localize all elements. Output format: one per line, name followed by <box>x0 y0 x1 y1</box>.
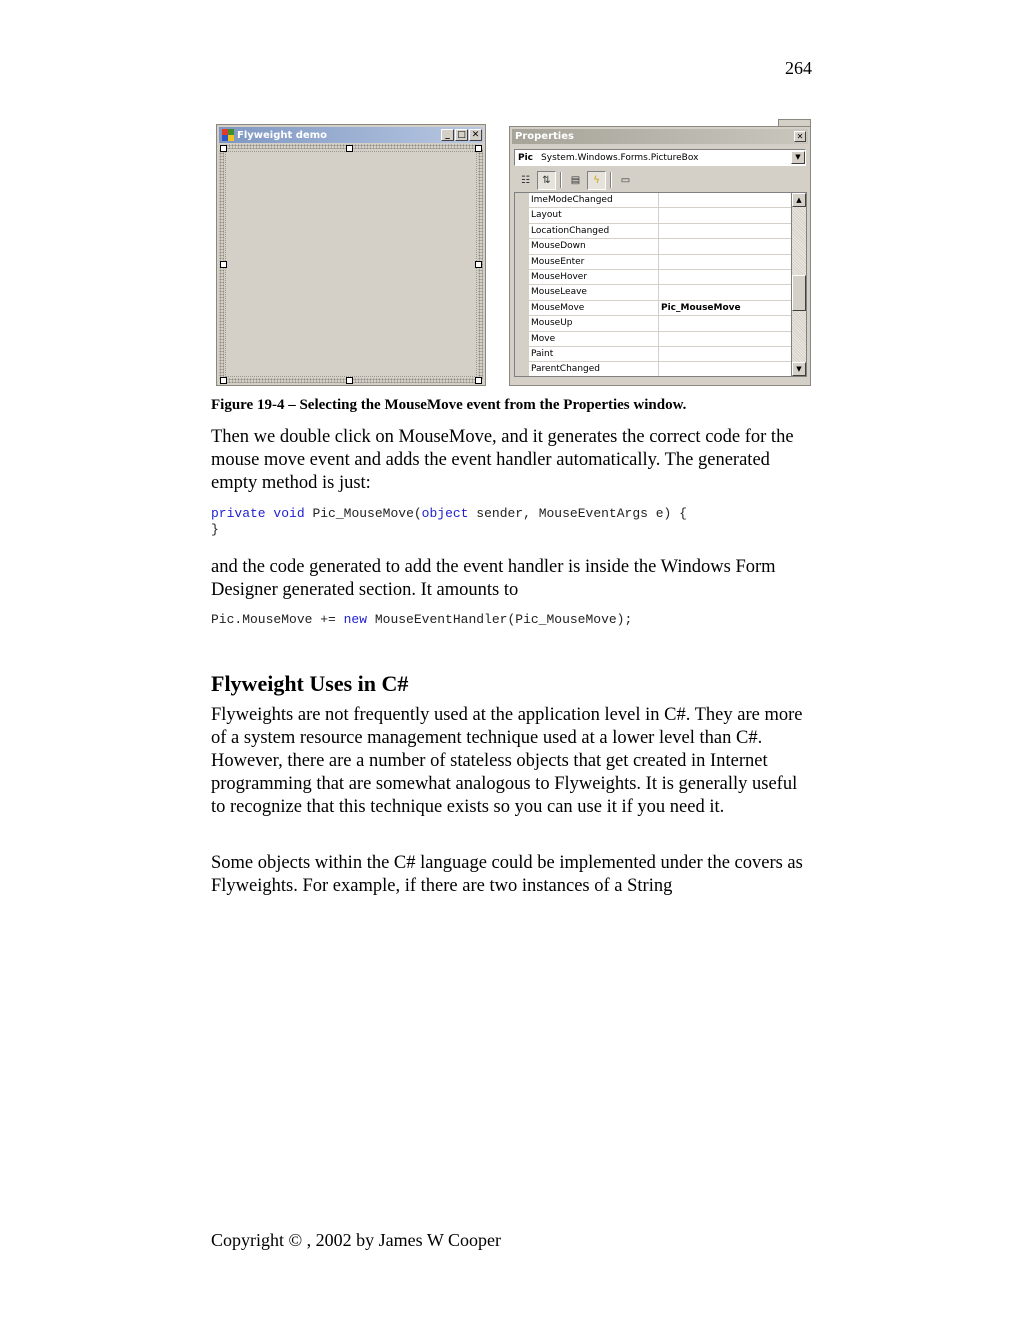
event-row[interactable] <box>515 301 791 316</box>
event-row[interactable] <box>515 208 791 223</box>
object-name: Pic <box>518 152 534 163</box>
event-name: MouseLeave <box>529 285 659 300</box>
hidden-tab-edge <box>778 119 811 126</box>
section-heading: Flyweight Uses in C# <box>211 671 409 696</box>
scroll-up-icon[interactable]: ▲ <box>792 193 806 207</box>
resize-handle[interactable] <box>475 145 482 152</box>
event-name: MouseHover <box>529 270 659 285</box>
chevron-down-icon[interactable]: ▼ <box>791 151 805 164</box>
event-handler-value[interactable] <box>659 316 791 331</box>
window-buttons <box>441 129 482 141</box>
row-gutter <box>515 270 529 285</box>
property-pages-icon[interactable]: ▭ <box>620 174 631 186</box>
resize-handle[interactable] <box>220 145 227 152</box>
event-name: ImeModeChanged <box>529 193 659 208</box>
event-row[interactable] <box>515 285 791 300</box>
resize-handle[interactable] <box>475 377 482 384</box>
event-row[interactable] <box>515 270 791 285</box>
code-text: Pic_MouseMove( <box>312 506 422 521</box>
properties-window <box>509 126 811 386</box>
categorized-icon[interactable]: ☷ <box>521 174 530 186</box>
event-row[interactable] <box>515 316 791 331</box>
event-handler-value[interactable] <box>659 285 791 300</box>
event-row[interactable] <box>515 347 791 362</box>
event-name: MouseEnter <box>529 255 659 270</box>
properties-icon[interactable]: ▤ <box>570 174 581 186</box>
code-block <box>211 612 811 628</box>
resize-handle[interactable] <box>220 261 227 268</box>
row-gutter <box>515 193 529 208</box>
event-handler-value[interactable] <box>659 239 791 254</box>
event-name: ParentChanged <box>529 362 659 377</box>
figure-caption: Figure 19-4 – Selecting the MouseMove event from the Properties window. <box>211 397 687 413</box>
paragraph: and the code generated to add the event handler is inside the Windows Form Designer generated section. It amounts to <box>211 557 776 600</box>
event-row[interactable] <box>515 362 791 377</box>
toolbar-separator <box>610 172 612 188</box>
object-type: System.Windows.Forms.PictureBox <box>541 152 699 163</box>
copyright-footer: Copyright © , 2002 by James W Cooper <box>211 1230 501 1250</box>
properties-titlebar[interactable] <box>512 129 808 144</box>
event-name: MouseMove <box>529 301 659 316</box>
resize-handle[interactable] <box>346 377 353 384</box>
code-keyword: private <box>211 506 266 521</box>
code-keyword: object <box>421 506 469 521</box>
row-gutter <box>515 301 529 316</box>
row-gutter <box>515 347 529 362</box>
resize-handle[interactable] <box>346 145 353 152</box>
event-handler-value[interactable] <box>659 193 791 208</box>
form-designer-window <box>216 124 486 386</box>
row-gutter <box>515 255 529 270</box>
code-text: MouseEventHandler(Pic_MouseMove); <box>374 612 633 627</box>
row-gutter <box>515 362 529 377</box>
scroll-down-icon[interactable]: ▼ <box>792 362 806 376</box>
event-name: MouseDown <box>529 239 659 254</box>
properties-toolbar <box>516 170 635 190</box>
alphabetical-icon[interactable]: ⇅ <box>537 171 556 190</box>
event-handler-value[interactable] <box>659 208 791 223</box>
event-row[interactable] <box>515 193 791 208</box>
scroll-thumb[interactable] <box>792 275 806 311</box>
row-gutter <box>515 208 529 223</box>
event-handler-value[interactable] <box>659 270 791 285</box>
object-selector[interactable] <box>514 149 806 166</box>
event-name: Layout <box>529 208 659 223</box>
row-gutter <box>515 332 529 347</box>
page-number: 264 <box>785 58 812 78</box>
row-gutter <box>515 239 529 254</box>
code-keyword: new <box>343 612 368 627</box>
event-handler-value[interactable] <box>659 255 791 270</box>
event-handler-value[interactable] <box>659 332 791 347</box>
row-gutter <box>515 224 529 239</box>
form-titlebar[interactable] <box>219 127 483 143</box>
minimize-icon[interactable]: _ <box>441 129 454 141</box>
resize-handle[interactable] <box>220 377 227 384</box>
properties-title: Properties <box>515 131 574 142</box>
vertical-scrollbar[interactable] <box>792 192 807 377</box>
code-block <box>211 506 811 537</box>
code-text: sender, MouseEventArgs e) { <box>476 506 687 521</box>
paragraph: Flyweights are not frequently used at the application level in C#. They are more of a system resource management technique used at a lower level than C#. However, there are a number of stateless objects that get created in Internet programming that are somewhat analogous to Flyweights. It is generally useful to recognize that this technique exists so you can use it if you need it. <box>211 705 803 817</box>
row-gutter <box>515 316 529 331</box>
paragraph: Then we double click on MouseMove, and it generates the correct code for the mouse move event and adds the event handler automatically. The generated empty method is just: <box>211 427 794 493</box>
events-grid <box>514 192 792 377</box>
toolbar-separator <box>560 172 562 188</box>
event-name: Paint <box>529 347 659 362</box>
event-name: Move <box>529 332 659 347</box>
picture-box[interactable] <box>225 151 477 377</box>
event-row[interactable] <box>515 332 791 347</box>
form-app-icon <box>222 129 234 141</box>
event-row[interactable] <box>515 239 791 254</box>
event-handler-value[interactable]: Pic_MouseMove <box>659 301 791 316</box>
code-text: Pic.MouseMove += <box>211 612 344 627</box>
paragraph: Some objects within the C# language could be implemented under the covers as Flyweights. For example, if there are two instances of a String <box>211 853 803 896</box>
event-name: MouseUp <box>529 316 659 331</box>
event-handler-value[interactable] <box>659 224 791 239</box>
form-title: Flyweight demo <box>237 129 327 141</box>
code-keyword: void <box>273 506 305 521</box>
resize-handle[interactable] <box>475 261 482 268</box>
event-row[interactable] <box>515 255 791 270</box>
event-name: LocationChanged <box>529 224 659 239</box>
event-handler-value[interactable] <box>659 347 791 362</box>
close-icon[interactable]: ✕ <box>794 131 806 142</box>
row-gutter <box>515 285 529 300</box>
close-icon[interactable]: ✕ <box>469 129 482 141</box>
events-icon[interactable]: ϟ <box>587 171 606 190</box>
event-row[interactable] <box>515 224 791 239</box>
maximize-icon[interactable]: □ <box>455 129 468 141</box>
event-handler-value[interactable] <box>659 362 791 377</box>
code-text: } <box>211 521 219 537</box>
